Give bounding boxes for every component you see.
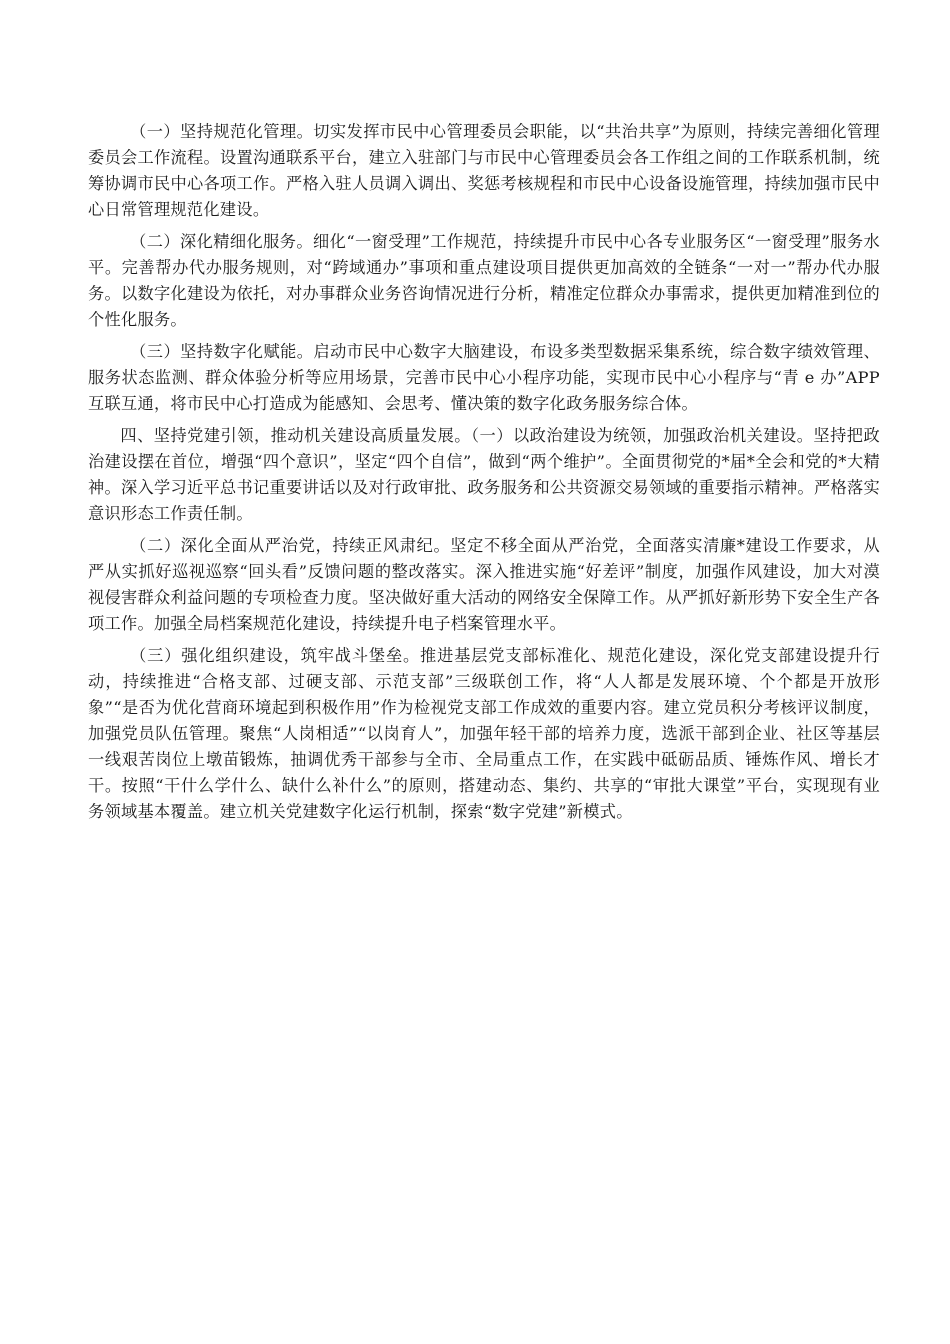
paragraph-strict-governance: （二）深化全面从严治党，持续正风肃纪。坚定不移全面从严治党，全面落实清廉*建设工作要求，从严从实抓好巡视巡察“回头看”反馈问题的整改落实。深入推进实施“好差评”制度，加强作风建设，加大对漠视侵害群众利益问题的专项检查力度。坚决做好重大活动的网络安全保障工作。从严抓好新形势下安全生产各项工作。加强全局档案规范化建设，持续提升电子档案管理水平。 — [88, 536, 880, 633]
document-body — [88, 119, 880, 831]
paragraph-party-building-section: 四、坚持党建引领，推动机关建设高质量发展。（一）以政治建设为统领，加强政治机关建设。坚持把政治建设摆在首位，增强“四个意识”，坚定“四个自信”，做到“两个维护”。全面贯彻党的*届*全会和党的*大精神。深入学习近平总书记重要讲话以及对行政审批、政务服务和公共资源交易领域的重要指示精神。严格落实意识形态工作责任制。 — [88, 426, 880, 523]
paragraph-digital-empowerment: （三）坚持数字化赋能。启动市民中心数字大脑建设，布设多类型数据采集系统，综合数字绩效管理、服务状态监测、群众体验分析等应用场景，完善市民中心小程序功能，实现市民中心小程序与“青 e 办”APP 互联互通，将市民中心打造成为能感知、会思考、懂决策的数字化政务服务综合体。 — [88, 342, 880, 413]
paragraph-organization-building: （三）强化组织建设，筑牢战斗堡垒。推进基层党支部标准化、规范化建设，深化党支部建设提升行动，持续推进“合格支部、过硬支部、示范支部”三级联创工作，将“人人都是发展环境、个个都是开放形象”“是否为优化营商环境起到积极作用”作为检视党支部工作成效的重要内容。建立党员积分考核评议制度，加强党员队伍管理。聚焦“人岗相适”“以岗育人”，加强年轻干部的培养力度，选派干部到企业、社区等基层一线艰苦岗位上墩苗锻炼，抽调优秀干部参与全市、全局重点工作，在实践中砥砺品质、锤炼作风、增长才干。按照“干什么学什么、缺什么补什么”的原则，搭建动态、集约、共享的“审批大课堂”平台，实现现有业务领域基本覆盖。建立机关党建数字化运行机制，探索“数字党建”新模式。 — [88, 646, 880, 821]
paragraph-standardized-management: （一）坚持规范化管理。切实发挥市民中心管理委员会职能，以“共治共享”为原则，持续完善细化管理委员会工作流程。设置沟通联系平台，建立入驻部门与市民中心管理委员会各工作组之间的工作联系机制，统筹协调市民中心各项工作。严格入驻人员调入调出、奖惩考核规程和市民中心设备设施管理，持续加强市民中心日常管理规范化建设。 — [88, 122, 880, 219]
paragraph-refined-service: （二）深化精细化服务。细化“一窗受理”工作规范，持续提升市民中心各专业服务区“一窗受理”服务水平。完善帮办代办服务规则，对“跨域通办”事项和重点建设项目提供更加高效的全链条“一对一”帮办代办服务。以数字化建设为依托，对办事群众业务咨询情况进行分析，精准定位群众办事需求，提供更加精准到位的个性化服务。 — [88, 232, 880, 329]
